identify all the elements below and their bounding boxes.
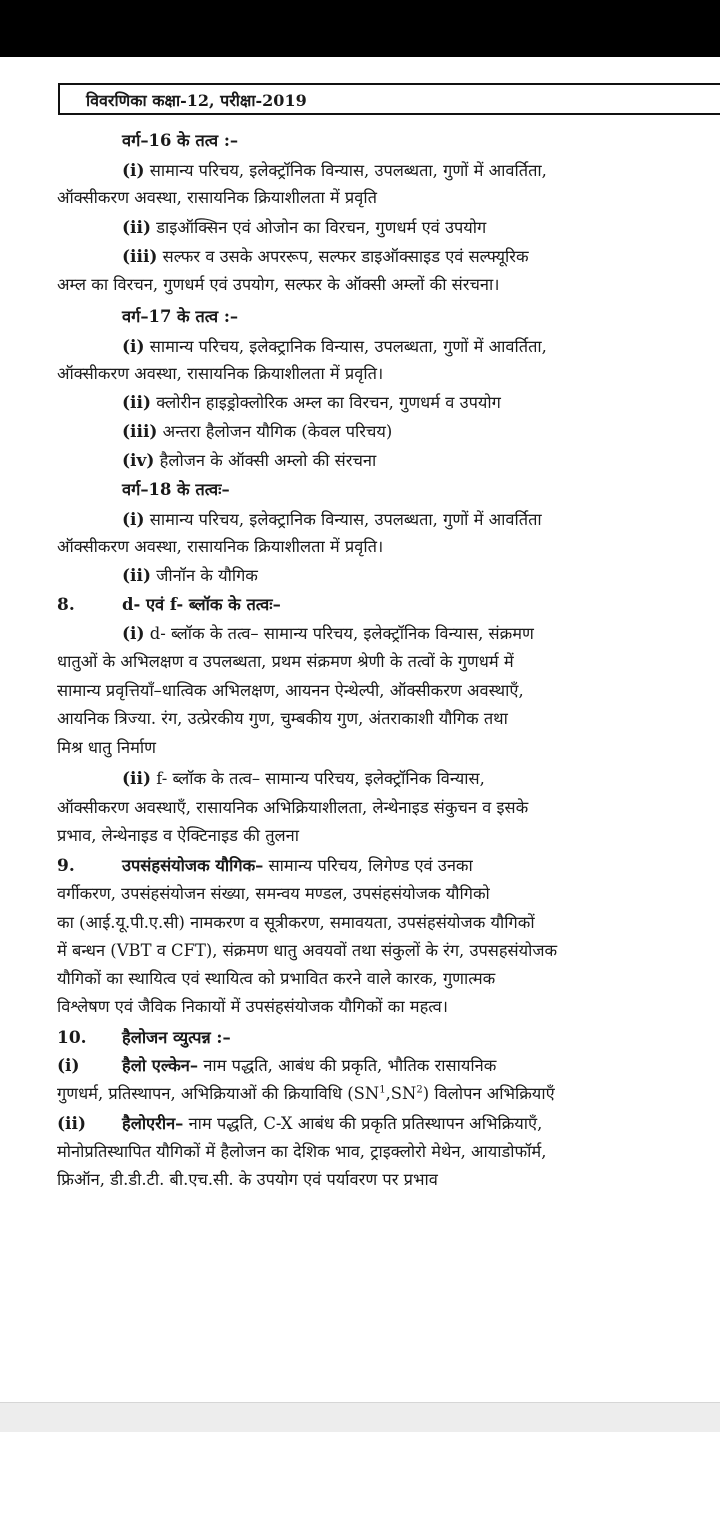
line-text: प्रभाव, लेन्थेनाइड व ऐक्टिनाइड की तुलना	[57, 826, 299, 845]
item-text: अन्तरा हैलोजन यौगिक (केवल परिचय)	[157, 422, 393, 441]
line-text: धातुओं के अभिलक्षण व उपलब्धता, प्रथम संक्रमण श्रेणी के तत्वों के गुणधर्म में	[57, 652, 514, 671]
section-heading-with-text	[57, 855, 473, 877]
paragraph-line	[57, 737, 156, 759]
line-text: का (आई.यू.पी.ए.सी) नामकरण व सूत्रीकरण, समावयता, उपसंहसंयोजक यौगिकों	[57, 913, 535, 932]
group-heading-text: वर्ग–18 के तत्वः–	[122, 480, 230, 499]
group-heading	[122, 130, 238, 152]
numbered-item	[122, 565, 258, 587]
item-number: (i)	[122, 510, 145, 530]
section-title: उपसंहसंयोजक यौगिक–	[122, 856, 264, 875]
section-heading	[57, 1027, 231, 1049]
numbered-item	[122, 768, 485, 790]
group-heading	[122, 479, 230, 501]
section-number: (ii)	[57, 1114, 87, 1134]
item-text: सामान्य परिचय, इलेक्ट्रानिक विन्यास, उपलब्धता, गुणों में आवर्तिता,	[144, 337, 547, 356]
line-text: ऑक्सीकरण अवस्था, रासायनिक क्रियाशीलता में प्रवृति	[57, 188, 377, 207]
paragraph-line	[57, 1141, 546, 1163]
line-text: ऑक्सीकरण अवस्था, रासायनिक क्रियाशीलता में प्रवृति।	[57, 364, 384, 383]
section-number: (i)	[57, 1056, 80, 1076]
numbered-item	[122, 509, 542, 531]
item-number: (ii)	[122, 769, 152, 789]
item-text: d- ब्लॉक के तत्व– सामान्य परिचय, इलेक्ट्रॉनिक विन्यास, संक्रमण	[144, 624, 534, 643]
section-number: 8.	[57, 595, 75, 615]
page-header-title: विवरणिका कक्षा-12, परीक्षा-2019	[86, 91, 307, 110]
line-text: अम्ल का विरचन, गुणधर्म एवं उपयोग, सल्फर के ऑक्सी अम्लों की संरचना।	[57, 275, 500, 294]
item-text: सामान्य परिचय, इलेक्ट्रानिक विन्यास, उपलब्धता, गुणों में आवर्तिता	[144, 510, 542, 529]
item-text: डाइऑक्सिन एवं ओजोन का विरचन, गुणधर्म एवं उपयोग	[151, 218, 487, 237]
paragraph-line	[57, 274, 499, 296]
numbered-item	[122, 217, 486, 239]
item-number: (i)	[122, 161, 145, 181]
group-heading-text: वर्ग–16 के तत्व :–	[122, 131, 239, 150]
item-number: (iv)	[122, 451, 155, 471]
paragraph-line	[57, 1169, 438, 1191]
section-text: नाम पद्धति, आबंध की प्रकृति, भौतिक रासायनिक	[198, 1056, 497, 1075]
line-text: यौगिकों का स्थायित्व एवं स्थायित्व को प्रभावित करने वाले कारक, गुणात्मक	[57, 969, 496, 988]
bottom-blank-area	[0, 1432, 720, 1520]
section-title: हैलोएरीन–	[122, 1114, 184, 1133]
item-number: (ii)	[122, 218, 152, 238]
section-title: d- एवं f- ब्लॉक के तत्वः–	[122, 595, 281, 614]
section-heading-with-text	[57, 1055, 496, 1077]
numbered-item	[122, 421, 392, 443]
paragraph-line	[57, 708, 508, 730]
item-text: सल्फर व उसके अपररूप, सल्फर डाइऑक्साइड एवं सल्फ्यूरिक	[157, 247, 529, 266]
numbered-item	[122, 392, 501, 414]
line-text: मोनोप्रतिस्थापित यौगिकों में हैलोजन का देशिक भाव, ट्राइक्लोरो मेथेन, आयाडोफॉर्म,	[57, 1142, 547, 1161]
line-text: सामान्य प्रवृत्तियाँ–धात्विक अभिलक्षण, आयनन ऐन्थेल्पी, ऑक्सीकरण अवस्थाएँ,	[57, 681, 524, 700]
numbered-item	[122, 246, 529, 268]
line-text: विश्लेषण एवं जैविक निकायों में उपसंहसंयोजक यौगिकों का महत्व।	[57, 997, 448, 1016]
paragraph-line	[57, 940, 557, 962]
item-number: (iii)	[122, 422, 158, 442]
line-text: वर्गीकरण, उपसंहसंयोजन संख्या, समन्वय मण्डल, उपसंहसंयोजक यौगिको	[57, 884, 490, 903]
item-text: जीनॉन के यौगिक	[151, 566, 258, 585]
section-title: हैलोजन व्युत्पन्न :–	[122, 1028, 231, 1047]
paragraph-line	[57, 968, 495, 990]
numbered-item	[122, 450, 376, 472]
paragraph-line	[57, 825, 299, 847]
paragraph-line	[57, 363, 383, 385]
superscript: 2	[416, 1084, 423, 1096]
paragraph-line	[57, 1083, 555, 1105]
line-text: फ्रिऑन, डी.डी.टी. बी.एच.सी. के उपयोग एवं पर्यावरण पर प्रभाव	[57, 1170, 438, 1189]
item-number: (iii)	[122, 247, 158, 267]
line-text: ,SN	[385, 1084, 417, 1103]
group-heading	[122, 306, 238, 328]
line-text: गुणधर्म, प्रतिस्थापन, अभिक्रियाओं की क्रियाविधि (SN	[57, 1084, 380, 1103]
paragraph-line	[57, 797, 528, 819]
paragraph-line	[57, 651, 514, 673]
numbered-item	[122, 623, 534, 645]
section-number: 9.	[57, 856, 75, 876]
line-text: मिश्र धातु निर्माण	[57, 738, 156, 757]
item-number: (ii)	[122, 566, 152, 586]
section-title: हैलो एल्केन–	[122, 1056, 199, 1075]
document-page	[0, 57, 720, 1402]
section-number: 10.	[57, 1028, 87, 1048]
superscript: 1	[379, 1084, 386, 1096]
paragraph-line	[57, 912, 535, 934]
paragraph-line	[57, 680, 524, 702]
page-bottom-divider	[0, 1402, 720, 1433]
item-number: (i)	[122, 624, 145, 644]
section-text: नाम पद्धति, C-X आबंध की प्रकृति प्रतिस्थापन अभिक्रियाएँ,	[183, 1114, 543, 1133]
page-header-box	[58, 83, 720, 115]
paragraph-line	[57, 996, 448, 1018]
line-text: आयनिक त्रिज्या. रंग, उत्प्रेरकीय गुण, चुम्बकीय गुण, अंतराकाशी यौगिक तथा	[57, 709, 508, 728]
line-text: ऑक्सीकरण अवस्थाएँ, रासायनिक अभिक्रियाशीलता, लेन्थेनाइड संकुचन व इसके	[57, 798, 529, 817]
line-text: में बन्धन (VBT व CFT), संक्रमण धातु अवयवों तथा संकुलों के रंग, उपसहसंयोजक	[57, 941, 558, 960]
item-text: क्लोरीन हाइड्रोक्लोरिक अम्ल का विरचन, गुणधर्म व उपयोग	[151, 393, 501, 412]
item-text: f- ब्लॉक के तत्व– सामान्य परिचय, इलेक्ट्रॉनिक विन्यास,	[151, 769, 485, 788]
line-text: ) विलोपन अभिक्रियाएँ	[422, 1084, 555, 1103]
section-text: सामान्य परिचय, लिगेण्ड एवं उनका	[263, 856, 473, 875]
item-text: सामान्य परिचय, इलेक्ट्रॉनिक विन्यास, उपलब्धता, गुणों में आवर्तिता,	[144, 161, 547, 180]
item-number: (i)	[122, 337, 145, 357]
top-status-bar	[0, 0, 720, 57]
group-heading-text: वर्ग–17 के तत्व :–	[122, 307, 239, 326]
section-heading-with-text	[57, 1113, 542, 1135]
paragraph-line	[57, 187, 377, 209]
line-text: ऑक्सीकरण अवस्था, रासायनिक क्रियाशीलता में प्रवृति।	[57, 537, 384, 556]
item-number: (ii)	[122, 393, 152, 413]
numbered-item	[122, 336, 547, 358]
numbered-item	[122, 160, 547, 182]
paragraph-line	[57, 883, 490, 905]
paragraph-line	[57, 536, 383, 558]
section-heading	[57, 594, 281, 616]
item-text: हैलोजन के ऑक्सी अम्लो की संरचना	[154, 451, 377, 470]
